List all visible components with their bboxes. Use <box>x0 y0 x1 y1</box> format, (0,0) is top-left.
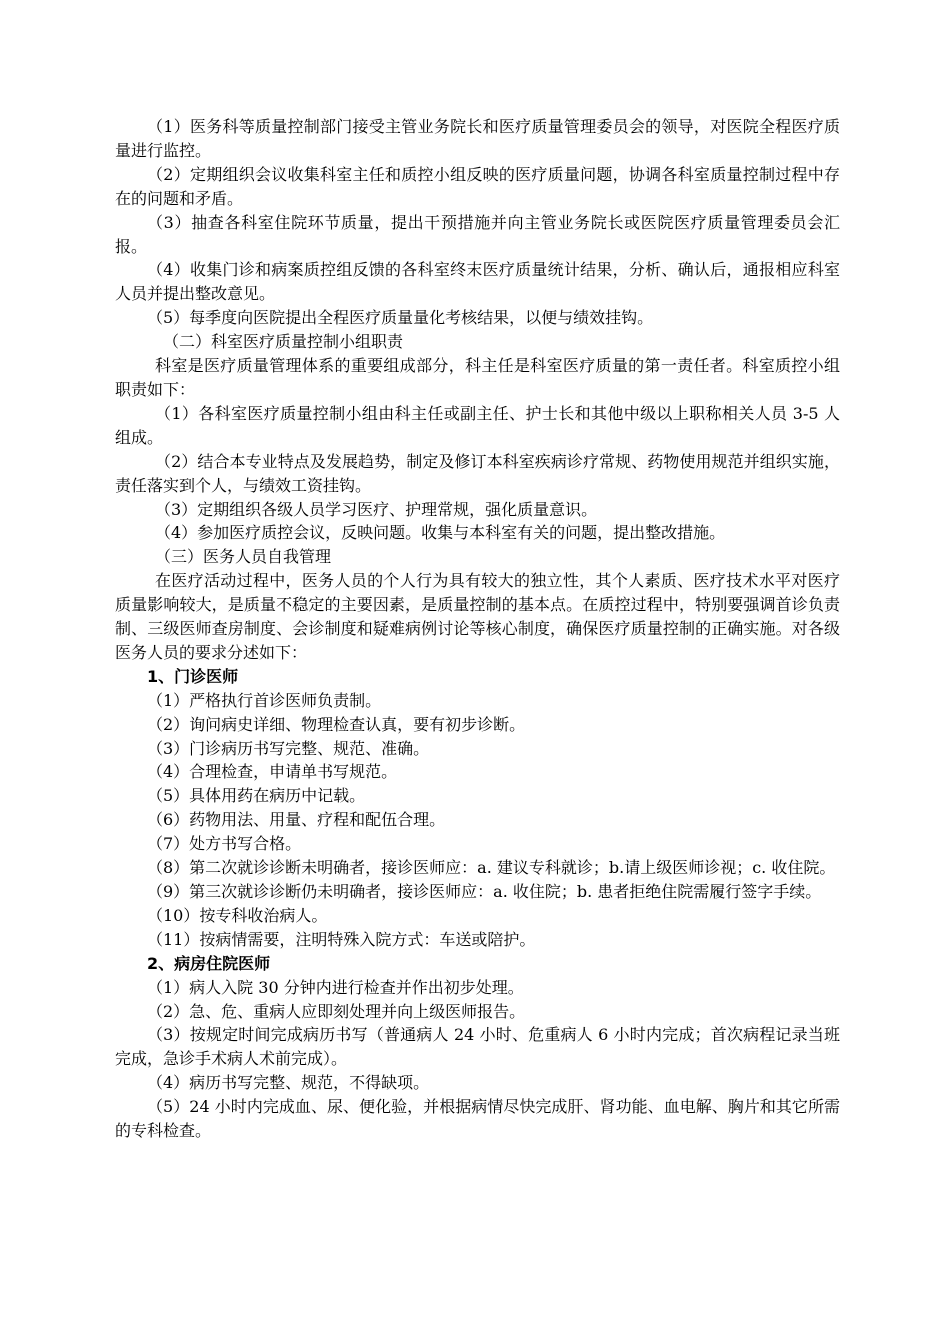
list-item: （5）24 小时内完成血、尿、便化验，并根据病情尽快完成肝、肾功能、血电解、胸片和其它所需的专科检查。 <box>115 1097 840 1141</box>
paragraph: （4）收集门诊和病案质控组反馈的各科室终末医疗质量统计结果，分析、确认后，通报相应科室人员并提出整改意见。 <box>115 260 840 304</box>
paragraph: （2）定期组织会议收集科室主任和质控小组反映的医疗质量问题，协调各科室质量控制过程中存在的问题和矛盾。 <box>115 164 840 208</box>
list-item: （2）询问病史详细、物理检查认真，要有初步诊断。 <box>147 714 526 734</box>
list-item: （1）病人入院 30 分钟内进行检查并作出初步处理。 <box>147 977 524 997</box>
list-item: （3）门诊病历书写完整、规范、准确。 <box>147 738 430 758</box>
list-item: （8）第二次就诊诊断未明确者，接诊医师应：a. 建议专科就诊；b.请上级医师诊视；c. 收住院。 <box>147 858 836 878</box>
subsection-heading: 1、门诊医师 <box>147 666 239 686</box>
paragraph: 科室是医疗质量管理体系的重要组成部分，科主任是科室医疗质量的第一责任者。科室质控小组职责如下： <box>115 356 840 399</box>
paragraph: （1）各科室医疗质量控制小组由科主任或副主任、护士长和其他中级以上职称相关人员 3-5 人组成。 <box>115 403 840 447</box>
list-item: （4）合理检查，申请单书写规范。 <box>147 762 398 782</box>
list-item: （4）病历书写完整、规范，不得缺项。 <box>147 1073 430 1093</box>
list-item: （1）严格执行首诊医师负责制。 <box>147 690 382 710</box>
paragraph: （3）定期组织各级人员学习医疗、护理常规，强化质量意识。 <box>155 499 598 519</box>
paragraph: 在医疗活动过程中，医务人员的个人行为具有较大的独立性，其个人素质、医疗技术水平对医疗质量影响较大，是质量不稳定的主要因素，是质量控制的基本点。在质控过程中，特别要强调首诊负责制、三级医师查房制度、会诊制度和疑难病例讨论等核心制度，确保医疗质量控制的正确实施。对各级医务人员的要求分述如下： <box>115 571 840 662</box>
section-heading: （三）医务人员自我管理 <box>155 547 332 567</box>
section-heading: （二）科室医疗质量控制小组职责 <box>163 332 404 352</box>
list-item: （3）按规定时间完成病历书写（普通病人 24 小时、危重病人 6 小时内完成；首次病程记录当班完成，急诊手术病人术前完成）。 <box>115 1025 840 1069</box>
list-item: （10）按专科收治病人。 <box>147 905 328 925</box>
list-item: （2）急、危、重病人应即刻处理并向上级医师报告。 <box>147 1001 526 1021</box>
list-item: （11）按病情需要，注明特殊入院方式：车送或陪护。 <box>147 929 536 949</box>
paragraph: （5）每季度向医院提出全程医疗质量量化考核结果，以便与绩效挂钩。 <box>147 308 654 328</box>
paragraph: （1）医务科等质量控制部门接受主管业务院长和医疗质量管理委员会的领导，对医院全程医疗质量进行监控。 <box>115 117 840 160</box>
paragraph: （4）参加医疗质控会议，反映问题。收集与本科室有关的问题，提出整改措施。 <box>155 523 726 543</box>
document-body <box>115 115 840 1143</box>
list-item: （6）药物用法、用量、疗程和配伍合理。 <box>147 810 446 830</box>
subsection-heading: 2、病房住院医师 <box>147 953 271 973</box>
paragraph: （3）抽查各科室住院环节质量，提出干预措施并向主管业务院长或医院医疗质量管理委员会汇报。 <box>115 212 840 256</box>
list-item: （7）处方书写合格。 <box>147 834 302 854</box>
list-item: （9）第三次就诊诊断仍未明确者，接诊医师应：a. 收住院；b. 患者拒绝住院需履行签字手续。 <box>147 882 822 901</box>
paragraph: （2）结合本专业特点及发展趋势，制定及修订本科室疾病诊疗常规、药物使用规范并组织实施，责任落实到个人，与绩效工资挂钩。 <box>115 451 840 495</box>
list-item: （5）具体用药在病历中记载。 <box>147 786 366 806</box>
